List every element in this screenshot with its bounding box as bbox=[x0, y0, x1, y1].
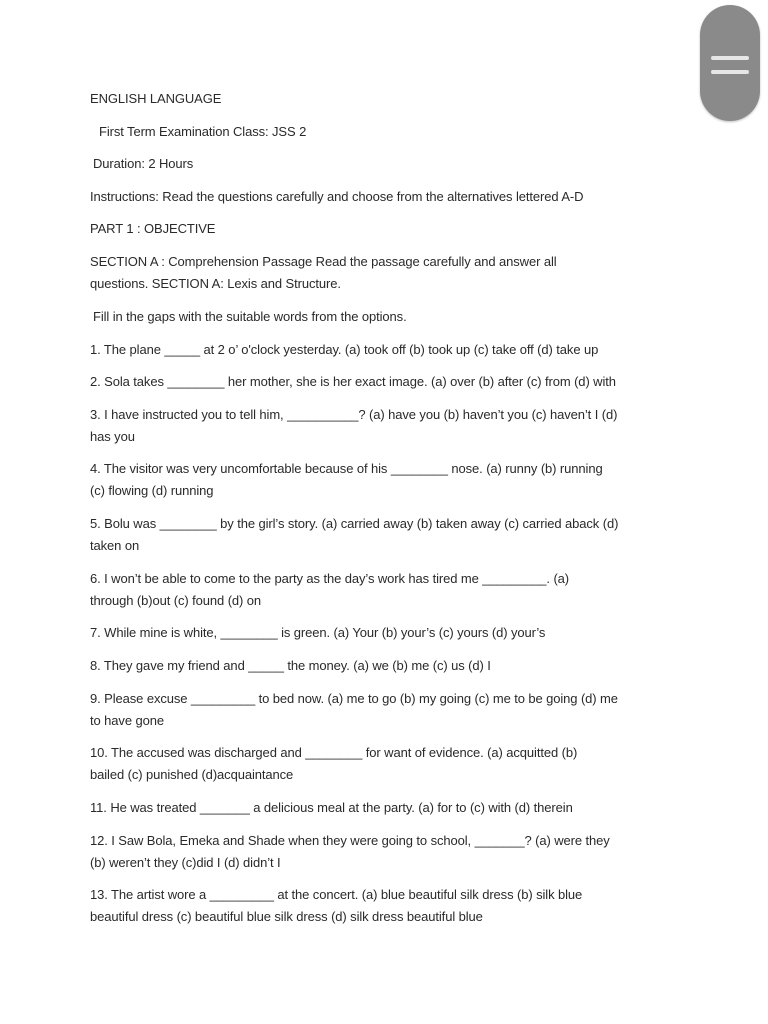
question-5-line-1: 5. Bolu was ________ by the girl’s story. (a) carried away (b) taken away (c) carried aback (d) bbox=[90, 516, 619, 531]
question-8-line-1: 8. They gave my friend and _____ the money. (a) we (b) me (c) us (d) I bbox=[90, 658, 491, 673]
fill-gaps-instruction: Fill in the gaps with the suitable words from the options. bbox=[93, 309, 407, 324]
question-9-line-2: to have gone bbox=[90, 713, 164, 728]
question-1-line-1: 1. The plane _____ at 2 o’ o'clock yesterday. (a) took off (b) took up (c) take off (d) take up bbox=[90, 342, 599, 357]
part-heading: PART 1 : OBJECTIVE bbox=[90, 221, 216, 236]
question-12-line-1: 12. I Saw Bola, Emeka and Shade when they were going to school, _______? (a) were they bbox=[90, 833, 610, 848]
question-5-line-2: taken on bbox=[90, 538, 140, 553]
question-2-line-1: 2. Sola takes ________ her mother, she is her exact image. (a) over (b) after (c) from (d) with bbox=[90, 374, 616, 389]
subject-title: ENGLISH LANGUAGE bbox=[90, 91, 222, 106]
instructions-line: Instructions: Read the questions carefully and choose from the alternatives lettered A-D bbox=[90, 189, 584, 204]
question-13-line-2: beautiful dress (c) beautiful blue silk dress (d) silk dress beautiful blue bbox=[90, 909, 483, 924]
menu-icon[interactable] bbox=[700, 5, 760, 121]
question-11-line-1: 11. He was treated _______ a delicious meal at the party. (a) for to (c) with (d) therein bbox=[90, 800, 573, 815]
question-10-line-2: bailed (c) punished (d)acquaintance bbox=[90, 767, 294, 782]
question-6-line-2: through (b)out (c) found (d) on bbox=[90, 593, 262, 608]
duration-line: Duration: 2 Hours bbox=[93, 156, 194, 171]
question-7-line-1: 7. While mine is white, ________ is green. (a) Your (b) your’s (c) yours (d) your’s bbox=[90, 625, 546, 640]
menu-bar-bottom bbox=[711, 70, 749, 74]
section-heading-line-1: SECTION A : Comprehension Passage Read the passage carefully and answer all bbox=[90, 254, 557, 269]
question-9-line-1: 9. Please excuse _________ to bed now. (a) me to go (b) my going (c) me to be going (d) me bbox=[90, 691, 618, 706]
question-13-line-1: 13. The artist wore a _________ at the concert. (a) blue beautiful silk dress (b) silk blue bbox=[90, 887, 583, 902]
section-heading-line-2: questions. SECTION A: Lexis and Structure. bbox=[90, 276, 341, 291]
question-12-line-2: (b) weren’t they (c)did I (d) didn’t I bbox=[90, 855, 281, 870]
menu-bar-top bbox=[711, 56, 749, 60]
question-4-line-2: (c) flowing (d) running bbox=[90, 483, 214, 498]
question-3-line-2: has you bbox=[90, 429, 135, 444]
exam-class-line: First Term Examination Class: JSS 2 bbox=[99, 124, 307, 139]
question-4-line-1: 4. The visitor was very uncomfortable because of his ________ nose. (a) runny (b) running bbox=[90, 461, 603, 476]
question-10-line-1: 10. The accused was discharged and ________ for want of evidence. (a) acquitted (b) bbox=[90, 745, 578, 760]
question-6-line-1: 6. I won’t be able to come to the party as the day’s work has tired me _________. (a) bbox=[90, 571, 570, 586]
question-3-line-1: 3. I have instructed you to tell him, __________? (a) have you (b) haven’t you (c) haven’t I (d) bbox=[90, 407, 618, 422]
